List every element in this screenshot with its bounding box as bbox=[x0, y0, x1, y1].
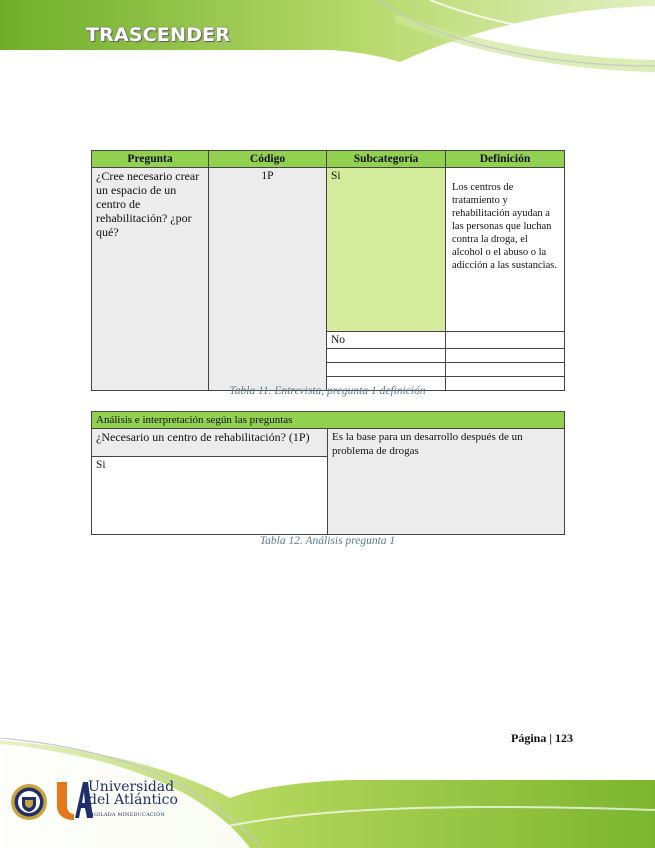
page-number: Página | 123 bbox=[511, 731, 573, 745]
empty-cell bbox=[327, 349, 446, 363]
interview-table bbox=[91, 150, 565, 391]
col-header-subcategoria: Subcategoría bbox=[327, 151, 446, 168]
header-title: TRASCENDER bbox=[86, 24, 231, 46]
empty-cell bbox=[327, 363, 446, 377]
col-header-definicion: Definición bbox=[446, 151, 565, 168]
definition-cell bbox=[446, 168, 565, 332]
university-seal-icon bbox=[10, 783, 48, 821]
subcategory-no-cell: No bbox=[327, 332, 446, 349]
empty-cell bbox=[446, 332, 565, 349]
university-tagline: VIGILADA MINEDUCACIÓN bbox=[88, 812, 165, 818]
subcategory-yes-cell: Si bbox=[327, 168, 446, 332]
university-name-line1: Universidad bbox=[88, 779, 175, 795]
table-header-row bbox=[92, 412, 565, 429]
table-11-caption: Tabla 11. Entrevista, pregunta 1 definición bbox=[229, 385, 426, 397]
analysis-question-cell: ¿Necesario un centro de rehabilitación? (1P) bbox=[92, 429, 328, 457]
analysis-header: Análisis e interpretación según las preguntas bbox=[92, 412, 565, 429]
analysis-answer-cell: Si bbox=[92, 457, 328, 535]
table-row bbox=[92, 168, 565, 332]
definition-text: Los centros de tratamiento y rehabilitación ayudan a las personas que luchan contra la droga, el alcohol o el abuso o la adicción a las sustancias. bbox=[452, 182, 557, 271]
table-header-row bbox=[92, 151, 565, 168]
empty-cell bbox=[446, 349, 565, 363]
col-header-pregunta: Pregunta bbox=[92, 151, 209, 168]
table-12-caption: Tabla 12. Análisis pregunta 1 bbox=[259, 535, 396, 547]
question-cell: ¿Cree necesario crear un espacio de un centro de rehabilitación? ¿por qué? bbox=[92, 168, 209, 391]
analysis-text-cell: Es la base para un desarrollo después de un problema de drogas bbox=[328, 429, 565, 535]
table-row bbox=[92, 429, 565, 457]
university-name-line2: del Atlántico bbox=[88, 792, 178, 808]
code-cell: 1P bbox=[209, 168, 327, 391]
analysis-table bbox=[91, 411, 565, 535]
empty-cell bbox=[446, 363, 565, 377]
university-name bbox=[88, 781, 178, 822]
col-header-codigo: Código bbox=[209, 151, 327, 168]
